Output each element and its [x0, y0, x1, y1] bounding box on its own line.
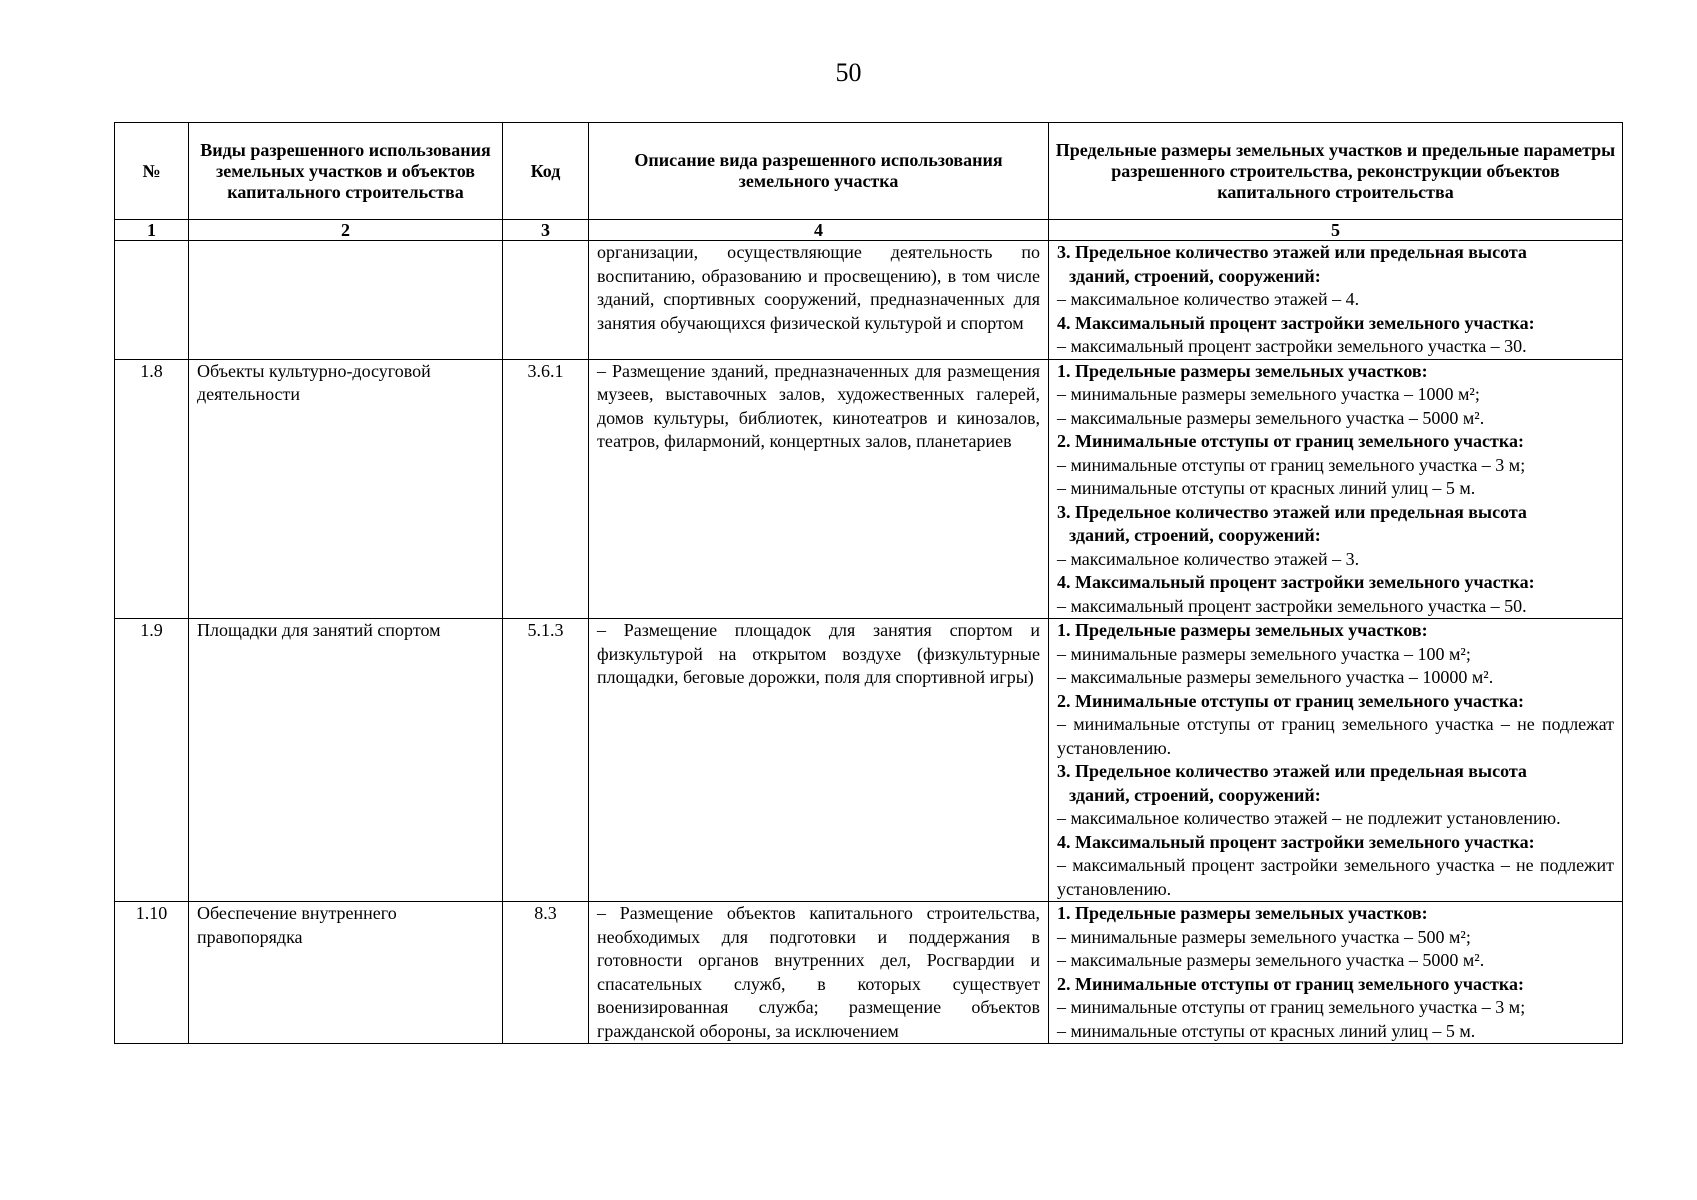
header-description: Описание вида разрешенного использования земельного участка [589, 123, 1049, 220]
row-number-cell: 1.9 [115, 619, 189, 902]
table-header-row [115, 123, 1623, 220]
parameter-heading: 3. Предельное количество этажей или предельная высота [1057, 761, 1527, 781]
page-number: 50 [835, 58, 862, 87]
header-use-type: Виды разрешенного использования земельных участков и объектов капитального строительства [189, 123, 503, 220]
parameter-value: – минимальные размеры земельного участка – 100 м²; [1057, 643, 1471, 664]
parameter-value: – максимальное количество этажей – 4. [1057, 289, 1360, 309]
parameter-value: – минимальные отступы от красных линий улиц – 5 м. [1057, 1020, 1476, 1041]
parameter-value: – максимальные размеры земельного участка – 5000 м². [1057, 407, 1485, 428]
table-row [115, 619, 1623, 902]
parameter-heading: 1. Предельные размеры земельных участков: [1057, 620, 1428, 640]
parameter-heading: 3. Предельное количество этажей или предельная высота [1057, 501, 1527, 522]
use-type-cell: Объекты культурно-досуговой деятельности [189, 359, 503, 619]
column-number: 2 [189, 220, 503, 241]
parameter-value: – минимальные отступы от границ земельного участка – 3 м; [1057, 454, 1526, 475]
column-number: 1 [115, 220, 189, 241]
column-number: 3 [503, 220, 589, 241]
parameters-cell [1049, 359, 1623, 619]
parameter-heading: 2. Минимальные отступы от границ земельного участка: [1057, 431, 1524, 451]
header-number: № [115, 123, 189, 220]
parameter-heading: 2. Минимальные отступы от границ земельного участка: [1057, 690, 1524, 711]
parameter-value: – максимальные размеры земельного участка – 5000 м². [1057, 950, 1485, 970]
parameter-heading: 2. Минимальные отступы от границ земельного участка: [1057, 973, 1524, 994]
parameter-value: – минимальные размеры земельного участка – 500 м²; [1057, 926, 1471, 947]
table-row [115, 902, 1623, 1044]
parameter-heading: зданий, строений, сооружений: [1069, 784, 1321, 805]
description-cell: – Размещение площадок для занятия спортом и физкультурой на открытом воздухе (физкультурные площадки, беговые дорожки, поля для спортивной игры) [589, 619, 1049, 902]
parameter-heading: 3. Предельное количество этажей или предельная высота [1057, 242, 1527, 262]
code-cell: 8.3 [503, 902, 589, 1044]
land-use-table [114, 122, 1623, 1044]
description-cell: – Размещение объектов капитального строительства, необходимых для подготовки и поддержания в готовности органов внутренних дел, Росгвардии и спасательных служб, в которых существует военизированная служба; размещение объектов гражданской обороны, за исключением [589, 902, 1049, 1044]
column-number-row [115, 220, 1623, 241]
parameter-value: – максимальное количество этажей – не подлежит установлению. [1057, 808, 1561, 828]
header-parameters: Предельные размеры земельных участков и предельные параметры разрешенного строительства, реконструкции объектов капитального строительства [1049, 123, 1623, 220]
use-type-cell: Площадки для занятий спортом [189, 619, 503, 902]
description-cell: организации, осуществляющие деятельность по воспитанию, образованию и просвещению), в том числе зданий, спортивных сооружений, предназначенных для занятия обучающихся физической культурой и спортом [589, 241, 1049, 360]
parameter-value: – максимальные размеры земельного участка – 10000 м². [1057, 667, 1494, 687]
parameter-heading: 1. Предельные размеры земельных участков: [1057, 360, 1428, 381]
parameter-value: – минимальные отступы от границ земельного участка – не подлежат установлению. [1057, 714, 1614, 758]
parameter-value: – максимальный процент застройки земельного участка – 30. [1057, 336, 1527, 356]
parameter-value: – максимальный процент застройки земельного участка – 50. [1057, 595, 1527, 616]
parameters-cell [1049, 902, 1623, 1044]
parameter-heading: 1. Предельные размеры земельных участков: [1057, 903, 1428, 923]
table-row [115, 241, 1623, 360]
code-cell: 3.6.1 [503, 359, 589, 619]
row-number-cell: 1.8 [115, 359, 189, 619]
column-number: 5 [1049, 220, 1623, 241]
parameter-value: – минимальные отступы от красных линий улиц – 5 м. [1057, 478, 1476, 498]
parameters-cell [1049, 619, 1623, 902]
table-row [115, 359, 1623, 619]
parameter-value: – минимальные отступы от границ земельного участка – 3 м; [1057, 997, 1526, 1017]
header-code: Код [503, 123, 589, 220]
row-number-cell [115, 241, 189, 360]
description-cell: – Размещение зданий, предназначенных для размещения музеев, выставочных залов, художественных галерей, домов культуры, библиотек, кинотеатров и кинозалов, театров, филармоний, концертных залов, планетариев [589, 359, 1049, 619]
use-type-cell [189, 241, 503, 360]
parameter-heading: зданий, строений, сооружений: [1069, 525, 1321, 545]
parameter-value: – максимальный процент застройки земельного участка – не подлежит установлению. [1057, 855, 1614, 899]
parameter-heading: зданий, строений, сооружений: [1069, 265, 1321, 286]
use-type-cell: Обеспечение внутреннего правопорядка [189, 902, 503, 1044]
table-body [115, 241, 1623, 1044]
parameter-heading: 4. Максимальный процент застройки земельного участка: [1057, 312, 1535, 333]
parameter-heading: 4. Максимальный процент застройки земельного участка: [1057, 572, 1535, 592]
parameter-value: – минимальные размеры земельного участка – 1000 м²; [1057, 384, 1480, 404]
parameter-value: – максимальное количество этажей – 3. [1057, 548, 1360, 569]
code-cell [503, 241, 589, 360]
row-number-cell: 1.10 [115, 902, 189, 1044]
code-cell: 5.1.3 [503, 619, 589, 902]
parameter-heading: 4. Максимальный процент застройки земельного участка: [1057, 831, 1535, 852]
column-number: 4 [589, 220, 1049, 241]
parameters-cell [1049, 241, 1623, 360]
